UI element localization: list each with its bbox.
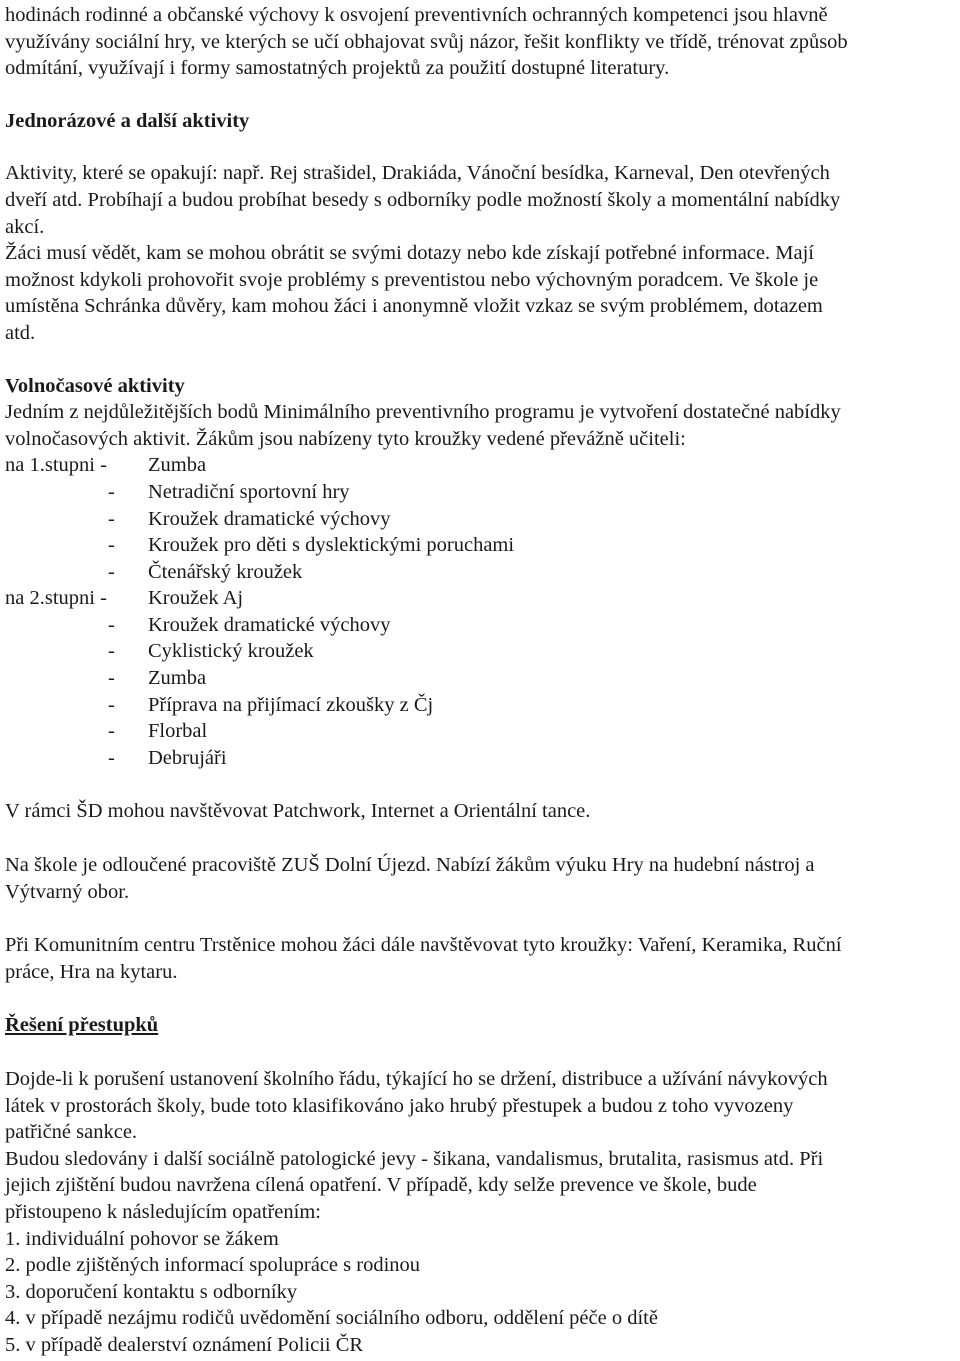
list-item: 3. doporučení kontaktu s odborníky [5, 1280, 298, 1303]
list-dash: - [108, 667, 115, 690]
list-item: - Kroužek dramatické výchovy [5, 506, 957, 533]
text-line: Výtvarný obor. [5, 880, 130, 903]
text-line: hodinách rodinné a občanské výchovy k osvojení preventivních ochranných kompetenci jsou hlavně [5, 4, 828, 26]
text-line: látek v prostorách školy, bude toto klasifikováno jako hrubý přestupek a budou z toho vyvozeny [5, 1094, 794, 1117]
intro-paragraph [5, 2, 957, 82]
list-dash: - [108, 534, 115, 557]
text-line: Žáci musí vědět, kam se mohou obrátit se svými dotazy nebo kde získají potřebné informace. Mají [5, 242, 814, 265]
offences-paragraph-1 [5, 1066, 957, 1146]
list-item: 2. podle zjištěných informací spolupráce s rodinou [5, 1254, 421, 1277]
list-item: 5. v případě dealerství oznámení Policii ČR [5, 1333, 364, 1356]
document-page [5, 2, 957, 1359]
list-item: - Čtenářský kroužek [5, 559, 957, 586]
list-item: - Kroužek pro děti s dyslektickými poruchami [5, 532, 957, 559]
list-dash: - [108, 693, 115, 716]
offences-paragraph-2 [5, 1146, 957, 1226]
text-line: Aktivity, které se opakují: např. Rej strašidel, Drakiáda, Vánoční besídka, Karneval, Den otevřených [5, 162, 830, 185]
list-dash: - [108, 560, 115, 583]
text-line: Budou sledovány i další sociálně patologické jevy - šikana, vandalismus, brutalita, rasismus atd. Při [5, 1147, 824, 1170]
grade2-label: na 2.stupni - [5, 587, 107, 610]
list-item: - Debrujáři [5, 745, 957, 772]
grade2-clubs-list [5, 585, 957, 771]
section-heading-one-time-activities: Jednorázové a další aktivity [5, 109, 250, 132]
list-dash: - [108, 507, 115, 530]
text-line: možnost kdykoli prohovořit svoje problémy s preventistou nebo výchovným poradcem. Ve škole je [5, 268, 819, 291]
list-item: 4. v případě nezájmu rodičů uvědomění sociálního odboru, oddělení péče o dítě [5, 1307, 658, 1330]
text-line: přistoupeno k následujícím opatřením: [5, 1200, 321, 1223]
zus-paragraph [5, 852, 957, 905]
text-line: umístěna Schránka důvěry, kam mohou žáci i anonymně vložit vzkaz se svým problémem, dotazem [5, 295, 823, 318]
text-line: atd. [5, 321, 36, 344]
list-item: na 1.stupni - Zumba [5, 452, 957, 479]
list-item: - Zumba [5, 665, 957, 692]
text-line: Jedním z nejdůležitějších bodů Minimálního preventivního programu je vytvoření dostatečné nabídky [5, 401, 841, 424]
text-line: akcí. [5, 215, 45, 238]
text-line: jejich zjištění budou navržena cílená opatření. V případě, kdy selže prevence ve škole, bude [5, 1174, 757, 1197]
community-centre-paragraph [5, 932, 957, 985]
list-item: - Kroužek dramatické výchovy [5, 612, 957, 639]
section-heading-leisure-activities: Volnočasové aktivity [5, 374, 185, 397]
measures-list [5, 1226, 957, 1359]
list-dash: - [108, 746, 115, 769]
text-line: patřičné sankce. [5, 1121, 138, 1144]
text-line: Při Komunitním centru Trstěnice mohou žáci dále navštěvovat tyto kroužky: Vaření, Keramika, Ruční [5, 934, 842, 957]
list-item: 1. individuální pohovor se žákem [5, 1227, 279, 1250]
grade1-clubs-list [5, 452, 957, 585]
list-item: - Florbal [5, 718, 957, 745]
list-dash: - [108, 640, 115, 663]
text-line: práce, Hra na kytaru. [5, 960, 178, 983]
list-dash: - [108, 720, 115, 743]
section-heading-offences: Řešení přestupků [5, 1014, 159, 1037]
list-dash: - [108, 480, 115, 503]
text-line: Na škole je odloučené pracoviště ZUŠ Dolní Újezd. Nabízí žákům výuku Hry na hudební nástroj a [5, 854, 815, 877]
list-item: - Cyklistický kroužek [5, 638, 957, 665]
list-item: - Netradiční sportovní hry [5, 479, 957, 506]
text-line: Dojde-li k porušení ustanovení školního řádu, týkající ho se držení, distribuce a užívání návykových [5, 1068, 828, 1090]
text-line: dveří atd. Probíhají a budou probíhat besedy s odborníky podle možností školy a momentální nabídky [5, 188, 841, 211]
list-item: na 2.stupni - Kroužek Aj [5, 585, 957, 612]
grade1-label: na 1.stupni - [5, 454, 107, 477]
text-line: odmítání, využívají i formy samostatných projektů za použití dostupné literatury. [5, 57, 670, 80]
text-line: využívány sociální hry, ve kterých se učí obhajovat svůj názor, řešit konflikty ve třídě, trénovat způsob [5, 30, 848, 53]
school-club-paragraph: V rámci ŠD mohou navštěvovat Patchwork, Internet a Orientální tance. [5, 800, 591, 823]
one-time-activities-paragraph [5, 160, 957, 346]
text-line: volnočasových aktivit. Žákům jsou nabízeny tyto kroužky vedené převážně učiteli: [5, 427, 686, 450]
list-item: - Příprava na přijímací zkoušky z Čj [5, 692, 957, 719]
list-dash: - [108, 613, 115, 636]
